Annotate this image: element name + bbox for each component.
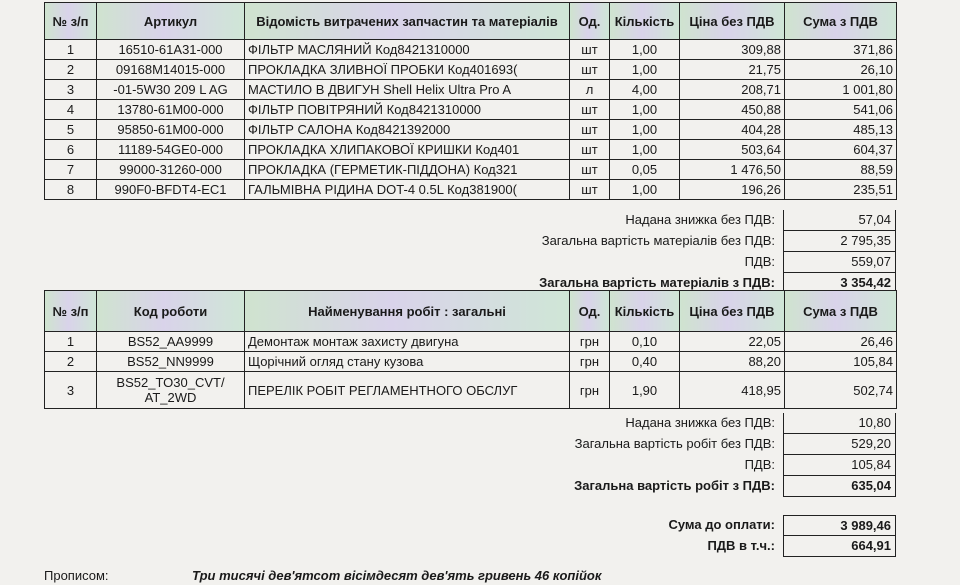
col-work-name: Найменування робіт : загальні [245,291,570,332]
row-price: 88,20 [680,352,785,372]
row-quantity: 1,00 [610,180,680,200]
row-sum: 105,84 [785,352,897,372]
summary-value: 635,04 [783,476,896,497]
summary-label: ПДВ: [744,254,775,269]
row-unit: шт [570,100,610,120]
row-code: 990F0-BFDT4-EC1 [97,180,245,200]
summary-label: Загальна вартість робіт без ПДВ: [574,436,775,451]
row-price: 450,88 [680,100,785,120]
col-quantity: Кількість [610,3,680,40]
row-name: ГАЛЬМІВНА РІДИНА DOT-4 0.5L Код381900( [245,180,570,200]
row-sum: 485,13 [785,120,897,140]
col-article: Артикул [97,3,245,40]
summary-value: 3 354,42 [783,273,896,294]
col-price: Ціна без ПДВ [680,3,785,40]
row-price: 1 476,50 [680,160,785,180]
row-number: 1 [45,332,97,352]
table-row [45,60,897,80]
summary-label: Загальна вартість робіт з ПДВ: [574,478,775,493]
row-sum: 604,37 [785,140,897,160]
row-unit: шт [570,160,610,180]
row-price: 404,28 [680,120,785,140]
row-number: 6 [45,140,97,160]
row-price: 503,64 [680,140,785,160]
col-number: № з/п [45,3,97,40]
table-row [45,100,897,120]
summary-value: 57,04 [783,210,896,231]
row-sum: 1 001,80 [785,80,897,100]
table-row [45,40,897,60]
row-unit: шт [570,40,610,60]
row-name: ПРОКЛАДКА (ГЕРМЕТИК-ПІДДОНА) Код321 [245,160,570,180]
summary-row [420,252,896,273]
works-table [44,290,897,409]
row-number: 8 [45,180,97,200]
works-header-row [45,291,897,332]
row-number: 1 [45,40,97,60]
row-number: 2 [45,352,97,372]
summary-row [420,231,896,252]
summary-value: 105,84 [783,455,896,476]
row-quantity: 1,00 [610,140,680,160]
row-sum: 88,59 [785,160,897,180]
amount-in-words [44,568,601,583]
table-row [45,160,897,180]
in-words-label: Прописом: [44,568,109,583]
grand-total [560,515,896,557]
table-row [45,180,897,200]
row-code: BS52_NN9999 [97,352,245,372]
amount-due-label: Сума до оплати: [668,517,775,532]
amount-due-value: 3 989,46 [783,515,896,536]
table-row [45,140,897,160]
row-sum: 541,06 [785,100,897,120]
row-code: 95850-61M00-000 [97,120,245,140]
row-quantity: 1,00 [610,120,680,140]
in-words-value: Три тисячі дев'ятсот вісімдесят дев'ять гривень 46 копійок [192,568,602,583]
row-price: 196,26 [680,180,785,200]
row-number: 7 [45,160,97,180]
col-parts-name: Відомість витрачених запчастин та матеріалів [245,3,570,40]
row-unit: шт [570,180,610,200]
row-number: 3 [45,372,97,409]
row-code: 11189-54GE0-000 [97,140,245,160]
row-sum: 502,74 [785,372,897,409]
vat-included-value: 664,91 [783,536,896,557]
row-quantity: 1,00 [610,40,680,60]
row-unit: шт [570,120,610,140]
row-unit: шт [570,140,610,160]
summary-label: Надана знижка без ПДВ: [625,415,775,430]
row-sum: 26,10 [785,60,897,80]
row-number: 2 [45,60,97,80]
summary-row [420,455,896,476]
row-unit: шт [570,60,610,80]
row-name: Демонтаж монтаж захисту двигуна [245,332,570,352]
row-name: Щорічний огляд стану кузова [245,352,570,372]
col-quantity: Кількість [610,291,680,332]
row-sum: 235,51 [785,180,897,200]
works-summary [420,413,896,497]
row-number: 3 [45,80,97,100]
row-name: ФІЛЬТР САЛОНА Код8421392000 [245,120,570,140]
summary-value: 10,80 [783,413,896,434]
col-price: Ціна без ПДВ [680,291,785,332]
row-sum: 371,86 [785,40,897,60]
table-row [45,332,897,352]
row-quantity: 1,00 [610,60,680,80]
table-row [45,352,897,372]
summary-label: Надана знижка без ПДВ: [625,212,775,227]
summary-label: ПДВ: [744,457,775,472]
col-sum: Сума з ПДВ [785,291,897,332]
summary-value: 529,20 [783,434,896,455]
row-quantity: 1,00 [610,100,680,120]
row-quantity: 4,00 [610,80,680,100]
summary-row [420,210,896,231]
row-price: 309,88 [680,40,785,60]
row-sum: 26,46 [785,332,897,352]
parts-table [44,2,897,200]
summary-row [420,434,896,455]
row-code: -01-5W30 209 L AG [97,80,245,100]
row-price: 21,75 [680,60,785,80]
parts-header-row [45,3,897,40]
summary-label: Загальна вартість матеріалів без ПДВ: [541,233,775,248]
row-quantity: 0,40 [610,352,680,372]
row-number: 4 [45,100,97,120]
row-unit: л [570,80,610,100]
summary-row [420,476,896,497]
summary-label: Загальна вартість матеріалів з ПДВ: [539,275,775,290]
parts-summary [420,210,896,294]
row-quantity: 1,90 [610,372,680,409]
vat-included-row [560,536,896,557]
row-code: BS52_TO30_CVT/ AT_2WD [97,372,245,409]
row-name: ФІЛЬТР ПОВІТРЯНИЙ Код8421310000 [245,100,570,120]
row-unit: грн [570,332,610,352]
row-price: 22,05 [680,332,785,352]
row-code: BS52_AA9999 [97,332,245,352]
col-sum: Сума з ПДВ [785,3,897,40]
amount-due-row [560,515,896,536]
summary-value: 559,07 [783,252,896,273]
col-number: № з/п [45,291,97,332]
col-work-code: Код роботи [97,291,245,332]
row-name: ПЕРЕЛІК РОБІТ РЕГЛАМЕНТНОГО ОБСЛУГ [245,372,570,409]
table-row [45,372,897,409]
row-code: 16510-61A31-000 [97,40,245,60]
col-unit: Од. [570,291,610,332]
row-name: МАСТИЛО В ДВИГУН Shell Helix Ultra Pro A [245,80,570,100]
col-unit: Од. [570,3,610,40]
summary-row [420,413,896,434]
row-unit: грн [570,352,610,372]
row-name: ФІЛЬТР МАСЛЯНИЙ Код8421310000 [245,40,570,60]
row-code: 09168M14015-000 [97,60,245,80]
row-quantity: 0,05 [610,160,680,180]
row-price: 208,71 [680,80,785,100]
row-quantity: 0,10 [610,332,680,352]
row-number: 5 [45,120,97,140]
table-row [45,80,897,100]
vat-included-label: ПДВ в т.ч.: [707,538,775,553]
row-code: 99000-31260-000 [97,160,245,180]
row-name: ПРОКЛАДКА ХЛИПАКОВОЇ КРИШКИ Код401 [245,140,570,160]
table-row [45,120,897,140]
summary-value: 2 795,35 [783,231,896,252]
row-code: 13780-61M00-000 [97,100,245,120]
row-price: 418,95 [680,372,785,409]
row-name: ПРОКЛАДКА ЗЛИВНОЇ ПРОБКИ Код401693( [245,60,570,80]
row-unit: грн [570,372,610,409]
